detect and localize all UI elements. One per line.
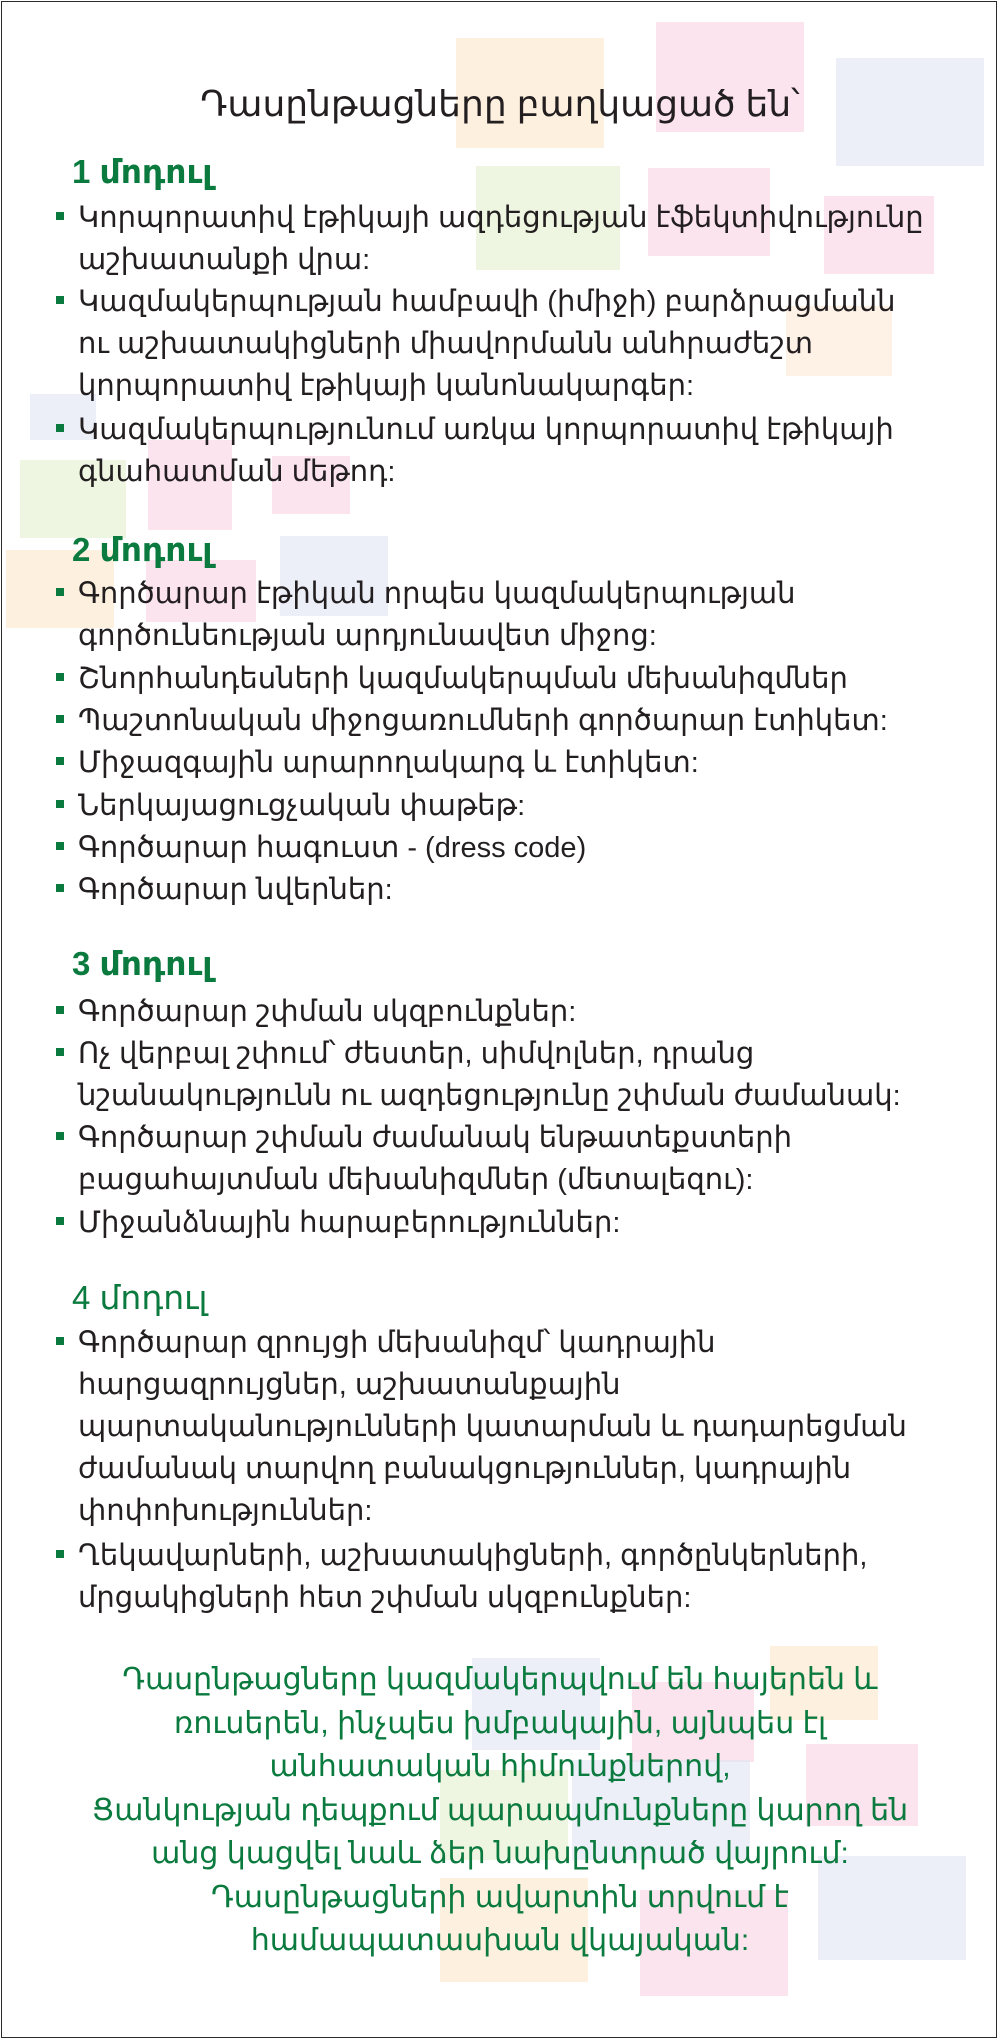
item-line: բացահայտման մեխանիզմներ (մետալեզու):	[78, 1164, 754, 1196]
item-line: Կազմակերպությունում առկա կորպորատիվ էթիկայի	[78, 414, 894, 446]
item-line: Կորպորատիվ էթիկայի ազդեցության էֆեկտիվությունը	[78, 202, 924, 234]
module-4-item-1	[78, 1322, 978, 1532]
footer-line: ռուսերեն, ինչպես խմբակային, այնպես էլ	[173, 1706, 827, 1740]
footer-line: Դասընթացների ավարտին տրվում է	[211, 1880, 789, 1914]
footer-note	[90, 1658, 910, 1963]
item-line: Գործարար շփման սկզբունքներ:	[78, 996, 577, 1028]
item-line: Ոչ վերբալ շփում՝ ժեստեր, սիմվոլներ, դրանց	[78, 1038, 755, 1070]
bullet-square-icon	[56, 212, 64, 220]
item-line: Գործարար շփման ժամանակ ենթատեքստերի	[78, 1122, 792, 1154]
item-line: ու աշխատակիցների միավորմանն անհրաժեշտ	[78, 328, 813, 360]
bullet-square-icon	[56, 1217, 64, 1225]
bullet-square-icon	[56, 588, 64, 596]
bullet-square-icon	[56, 884, 64, 892]
module-1-item-2	[78, 281, 978, 407]
item-line: Միջազգային արարողակարգ և էտիկետ:	[78, 747, 699, 779]
item-line: նշանակությունն ու ազդեցությունը շփման ժամանակ:	[78, 1080, 901, 1112]
module-2-heading: 2 մոդուլ	[72, 531, 213, 568]
item-line: հարցազրույցներ, աշխատանքային	[78, 1369, 621, 1401]
module-4-item-2	[78, 1535, 978, 1619]
module-3-item-2	[78, 1033, 978, 1117]
item-line: Պաշտոնական միջոցառումների գործարար էտիկետ:	[78, 705, 888, 737]
bullet-square-icon	[56, 673, 64, 681]
footer-line: Ցանկության դեպքում պարապմունքները կարող են	[91, 1793, 909, 1827]
bullet-square-icon	[56, 1048, 64, 1056]
footer-line: Դասընթացները կազմակերպվում են հայերեն և	[122, 1663, 878, 1696]
item-line: Գործարար հագուստ - (dress code)	[78, 832, 587, 864]
module-2-item-5	[78, 785, 978, 827]
bullet-square-icon	[56, 1132, 64, 1140]
page-title: Դասընթացները բաղկացած են՝	[200, 83, 800, 124]
module-2-item-6	[78, 827, 978, 869]
item-line: Ղեկավարների, աշխատակիցների, գործընկերների,	[78, 1540, 868, 1572]
module-1-item-1	[78, 197, 978, 281]
module-2-item-1	[78, 573, 978, 657]
module-2-item-4	[78, 742, 978, 784]
module-4-heading: 4 մոդուլ	[72, 1279, 208, 1316]
bullet-square-icon	[56, 296, 64, 304]
module-2-item-3	[78, 700, 978, 742]
item-line: Ներկայացուցչական փաթեթ:	[78, 790, 526, 822]
module-1-heading: 1 մոդուլ	[72, 153, 213, 190]
bullet-square-icon	[56, 424, 64, 432]
module-2-item-2	[78, 658, 978, 700]
module-1-item-3	[78, 409, 978, 493]
item-line: գնահատման մեթոդ:	[78, 456, 396, 488]
item-line: աշխատանքի վրա:	[78, 244, 371, 276]
bullet-square-icon	[56, 1006, 64, 1014]
footer-line: անց կացվել նաև ձեր նախընտրած վայրում:	[151, 1837, 849, 1870]
item-line: մրցակիցների հետ շփման սկզբունքներ:	[78, 1582, 692, 1614]
item-line: Կազմակերպության համբավի (իմիջի) բարձրացմանն	[78, 286, 896, 318]
bullet-square-icon	[56, 842, 64, 850]
item-line: ժամանակ տարվող բանակցություններ, կադրային	[78, 1453, 852, 1485]
item-line: Շնորհանդեսների կազմակերպման մեխանիզմներ	[78, 663, 848, 695]
module-3-heading: 3 մոդուլ	[72, 945, 213, 982]
bullet-square-icon	[56, 1337, 64, 1345]
item-line: պարտականությունների կատարման և դադարեցման	[78, 1411, 907, 1443]
bullet-square-icon	[56, 757, 64, 765]
bullet-square-icon	[56, 715, 64, 723]
item-line: կորպորատիվ էթիկայի կանոնակարգեր:	[78, 370, 695, 402]
footer-line: անհատական հիմունքներով,	[269, 1750, 731, 1783]
module-3-item-1	[78, 991, 978, 1033]
module-2-item-7	[78, 869, 978, 911]
module-3-item-4	[78, 1202, 978, 1244]
bullet-square-icon	[56, 800, 64, 808]
module-3-item-3	[78, 1117, 978, 1201]
item-line: փոփոխություններ:	[78, 1495, 373, 1527]
item-line: Միջանձնային հարաբերություններ:	[78, 1207, 621, 1239]
item-line: Գործարար էթիկան որպես կազմակերպության	[78, 578, 796, 610]
bullet-square-icon	[56, 1550, 64, 1558]
item-line: Գործարար նվերներ:	[78, 874, 393, 906]
item-line: գործունեության արդյունավետ միջոց:	[78, 620, 657, 652]
item-line: Գործարար զրույցի մեխանիզմ՝ կադրային	[78, 1327, 716, 1359]
footer-line: համապատասխան վկայական:	[250, 1924, 750, 1957]
